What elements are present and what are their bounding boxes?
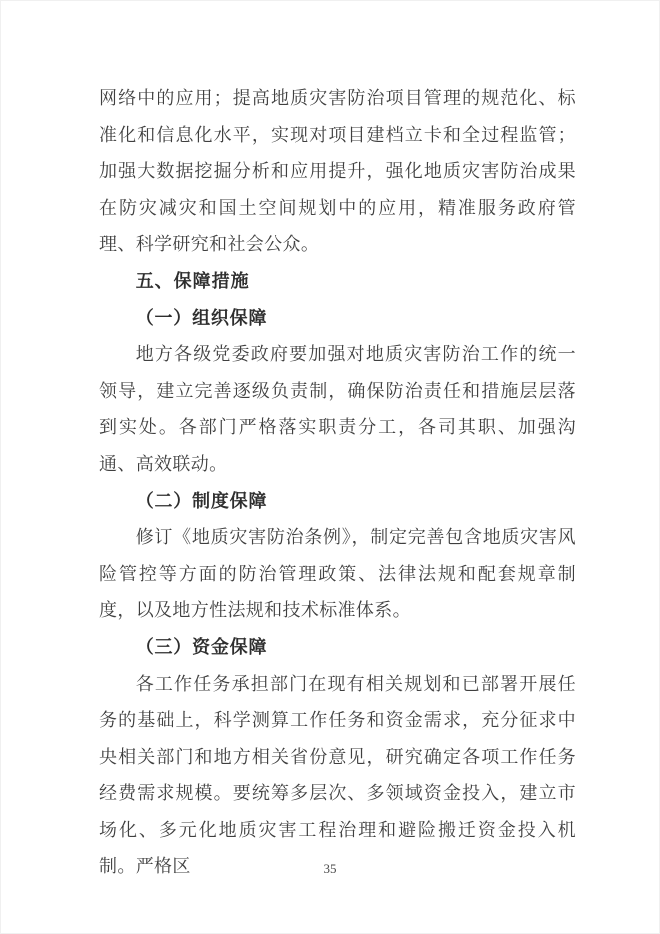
page-number: 35 <box>323 861 337 876</box>
subsection-body-institutional: 修订《地质灾害防治条例》，制定完善包含地质灾害风险管控等方面的防治管理政策、法律法规和配套规章制度，以及地方性法规和技术标准体系。 <box>99 527 576 621</box>
subsection-body-funding: 各工作任务承担部门在现有相关规划和已部署开展任务的基础上，科学测算工作任务和资金需求，充分征求中央相关部门和地方相关省份意见，研究确定各项工作任务经费需求规模。要统筹多层次、多领域资金投入，建立市场化、多元化地质灾害工程治理和避险搬迁资金投入机制。严格区 <box>99 673 576 877</box>
subsection-heading-institutional: （二）制度保障 <box>135 490 268 511</box>
continuation-paragraph: 网络中的应用；提高地质灾害防治项目管理的规范化、标准化和信息化水平，实现对项目建档立卡和全过程监管；加强大数据挖掘分析和应用提升，强化地质灾害防治成果在防灾减灾和国土空间规划中的应用，精准服务政府管理、科学研究和社会公众。 <box>99 88 576 255</box>
subsection-heading-organizational: （一）组织保障 <box>135 307 268 328</box>
page-content <box>99 80 576 885</box>
section-heading: 五、保障措施 <box>135 270 250 291</box>
subsection-heading-funding: （三）资金保障 <box>135 636 268 657</box>
subsection-body-organizational: 地方各级党委政府要加强对地质灾害防治工作的统一领导，建立完善逐级负责制，确保防治责任和措施层层落到实处。各部门严格落实职责分工，各司其职、加强沟通、高效联动。 <box>99 344 576 474</box>
